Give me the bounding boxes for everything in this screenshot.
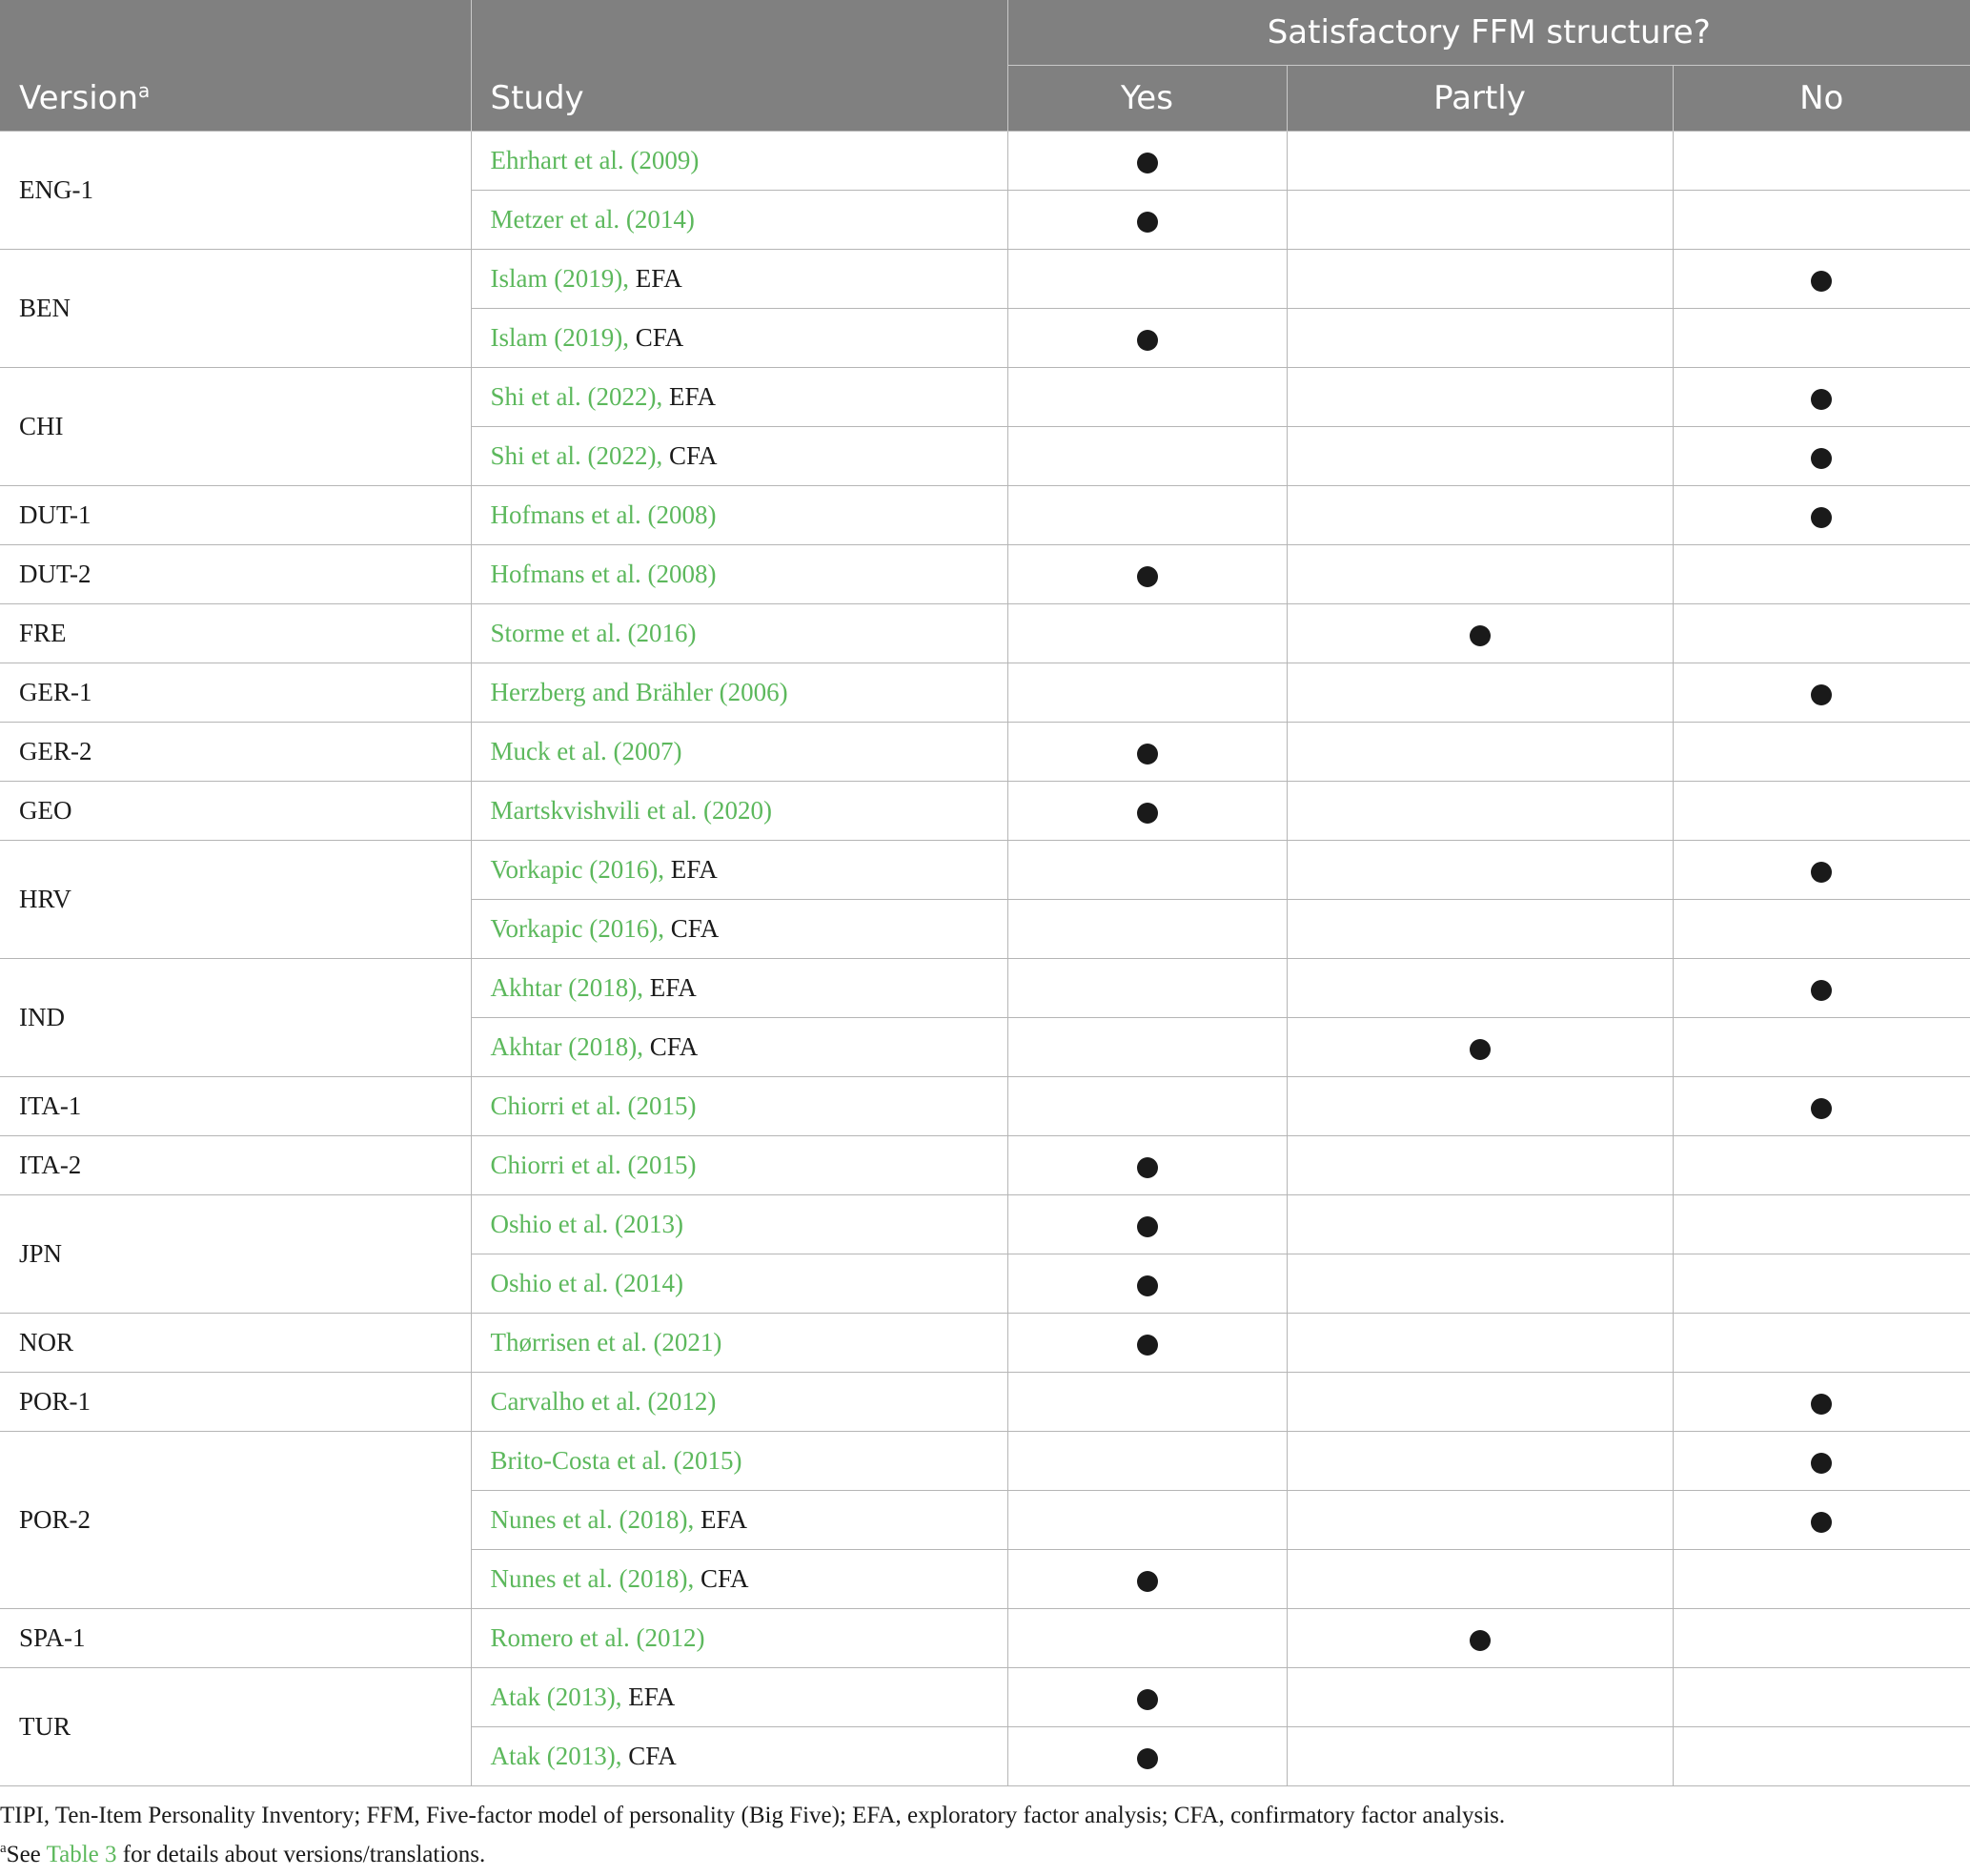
filled-circle-icon xyxy=(1811,980,1832,1001)
result-cell-no xyxy=(1673,250,1970,309)
result-cell-yes xyxy=(1007,309,1287,368)
result-cell-no xyxy=(1673,1373,1970,1432)
filled-circle-icon xyxy=(1811,271,1832,292)
filled-circle-icon xyxy=(1137,566,1158,587)
result-cell-no xyxy=(1673,427,1970,486)
result-cell-no xyxy=(1673,1195,1970,1254)
result-cell-yes xyxy=(1007,1373,1287,1432)
result-cell-no xyxy=(1673,1314,1970,1373)
study-citation-link[interactable]: Romero et al. (2012) xyxy=(490,1623,705,1652)
result-cell-no xyxy=(1673,1727,1970,1786)
filled-circle-icon xyxy=(1137,1275,1158,1296)
filled-circle-icon xyxy=(1470,1630,1491,1651)
study-cell xyxy=(471,1432,1007,1491)
version-cell: HRV xyxy=(0,841,471,959)
filled-circle-icon xyxy=(1137,330,1158,351)
result-cell-partly xyxy=(1287,486,1673,545)
result-cell-yes xyxy=(1007,1491,1287,1550)
result-cell-yes xyxy=(1007,959,1287,1018)
result-cell-partly xyxy=(1287,368,1673,427)
analysis-method: CFA xyxy=(649,1032,699,1061)
table-row xyxy=(0,1373,1970,1432)
result-cell-yes xyxy=(1007,723,1287,782)
analysis-method: CFA xyxy=(670,914,720,943)
study-cell xyxy=(471,191,1007,250)
study-cell xyxy=(471,1314,1007,1373)
result-cell-yes xyxy=(1007,663,1287,723)
result-cell-partly xyxy=(1287,545,1673,604)
result-cell-partly xyxy=(1287,1254,1673,1314)
result-cell-no xyxy=(1673,1136,1970,1195)
study-cell xyxy=(471,1136,1007,1195)
header-study: Study xyxy=(471,66,1007,132)
version-cell: JPN xyxy=(0,1195,471,1314)
result-cell-partly xyxy=(1287,959,1673,1018)
version-cell: FRE xyxy=(0,604,471,663)
study-citation-link[interactable]: Chiorri et al. (2015) xyxy=(490,1151,697,1179)
study-citation-link[interactable]: Brito-Costa et al. (2015) xyxy=(490,1446,742,1475)
analysis-method: EFA xyxy=(635,264,682,293)
result-cell-yes xyxy=(1007,1727,1287,1786)
result-cell-yes xyxy=(1007,1609,1287,1668)
result-cell-no xyxy=(1673,900,1970,959)
study-citation-link[interactable]: Islam (2019), xyxy=(490,264,629,293)
study-citation-link[interactable]: Vorkapic (2016), xyxy=(490,855,664,884)
table-header xyxy=(0,0,1970,132)
footnote-mark: a xyxy=(0,1841,7,1856)
result-cell-partly xyxy=(1287,1136,1673,1195)
result-cell-no xyxy=(1673,191,1970,250)
result-cell-yes xyxy=(1007,900,1287,959)
study-citation-link[interactable]: Nunes et al. (2018), xyxy=(490,1505,695,1534)
table-3-link[interactable]: Table 3 xyxy=(46,1842,117,1867)
study-cell xyxy=(471,1018,1007,1077)
result-cell-partly xyxy=(1287,1018,1673,1077)
study-cell xyxy=(471,900,1007,959)
filled-circle-icon xyxy=(1137,744,1158,765)
table-row xyxy=(0,1432,1970,1491)
study-cell xyxy=(471,250,1007,309)
result-cell-no xyxy=(1673,486,1970,545)
study-cell xyxy=(471,841,1007,900)
study-cell xyxy=(471,1727,1007,1786)
analysis-method: CFA xyxy=(635,323,684,352)
table-row xyxy=(0,486,1970,545)
result-cell-no xyxy=(1673,1018,1970,1077)
result-cell-no xyxy=(1673,1077,1970,1136)
header-empty-1 xyxy=(0,0,471,66)
filled-circle-icon xyxy=(1811,684,1832,705)
result-cell-yes xyxy=(1007,368,1287,427)
result-cell-partly xyxy=(1287,900,1673,959)
result-cell-partly xyxy=(1287,1077,1673,1136)
study-citation-link[interactable]: Chiorri et al. (2015) xyxy=(490,1091,697,1120)
table-row xyxy=(0,1136,1970,1195)
study-citation-link[interactable]: Vorkapic (2016), xyxy=(490,914,664,943)
result-cell-partly xyxy=(1287,1491,1673,1550)
table-body xyxy=(0,132,1970,1786)
result-cell-yes xyxy=(1007,191,1287,250)
filled-circle-icon xyxy=(1137,1748,1158,1769)
filled-circle-icon xyxy=(1811,862,1832,883)
version-cell: IND xyxy=(0,959,471,1077)
result-cell-no xyxy=(1673,1668,1970,1727)
header-version-footnote-mark: a xyxy=(138,78,151,102)
table-row xyxy=(0,545,1970,604)
study-cell xyxy=(471,1254,1007,1314)
version-cell: CHI xyxy=(0,368,471,486)
study-cell xyxy=(471,1550,1007,1609)
version-cell: GER-1 xyxy=(0,663,471,723)
result-cell-yes xyxy=(1007,1136,1287,1195)
version-cell: POR-1 xyxy=(0,1373,471,1432)
table-row xyxy=(0,782,1970,841)
result-cell-yes xyxy=(1007,1195,1287,1254)
header-version-label: Version xyxy=(19,78,139,117)
table-row xyxy=(0,250,1970,309)
result-cell-partly xyxy=(1287,191,1673,250)
table-row xyxy=(0,368,1970,427)
result-cell-partly xyxy=(1287,132,1673,191)
result-cell-yes xyxy=(1007,782,1287,841)
filled-circle-icon xyxy=(1470,625,1491,646)
result-cell-no xyxy=(1673,1254,1970,1314)
study-cell xyxy=(471,132,1007,191)
study-citation-link[interactable]: Shi et al. (2022), xyxy=(490,441,663,470)
footnote-pre: See xyxy=(6,1842,41,1867)
filled-circle-icon xyxy=(1811,1098,1832,1119)
result-cell-yes xyxy=(1007,250,1287,309)
study-citation-link[interactable]: Metzer et al. (2014) xyxy=(490,205,695,234)
filled-circle-icon xyxy=(1811,448,1832,469)
result-cell-no xyxy=(1673,1491,1970,1550)
version-cell: ENG-1 xyxy=(0,132,471,250)
header-yes: Yes xyxy=(1007,66,1287,132)
result-cell-partly xyxy=(1287,1195,1673,1254)
version-cell: SPA-1 xyxy=(0,1609,471,1668)
study-cell xyxy=(471,486,1007,545)
header-version xyxy=(0,66,471,132)
study-cell xyxy=(471,309,1007,368)
version-cell: ITA-2 xyxy=(0,1136,471,1195)
version-cell: DUT-1 xyxy=(0,486,471,545)
result-cell-no xyxy=(1673,1550,1970,1609)
study-citation-link[interactable]: Akhtar (2018), xyxy=(490,1032,643,1061)
study-cell xyxy=(471,368,1007,427)
version-cell: TUR xyxy=(0,1668,471,1786)
filled-circle-icon xyxy=(1137,1157,1158,1178)
abbreviations-note: TIPI, Ten-Item Personality Inventory; FFM, Five-factor model of personality (Big Five); EFA, exploratory factor analysis; CFA, confirmatory factor analysis. xyxy=(0,1803,1506,1828)
study-cell xyxy=(471,427,1007,486)
table-row xyxy=(0,132,1970,191)
analysis-method: EFA xyxy=(700,1505,747,1534)
filled-circle-icon xyxy=(1137,1335,1158,1356)
result-cell-yes xyxy=(1007,1668,1287,1727)
result-cell-no xyxy=(1673,723,1970,782)
result-cell-partly xyxy=(1287,723,1673,782)
filled-circle-icon xyxy=(1137,1571,1158,1592)
analysis-method: CFA xyxy=(700,1564,749,1593)
table-row xyxy=(0,1668,1970,1727)
result-cell-yes xyxy=(1007,1550,1287,1609)
analysis-method: CFA xyxy=(668,441,718,470)
study-cell xyxy=(471,1609,1007,1668)
result-cell-partly xyxy=(1287,604,1673,663)
table-row xyxy=(0,1195,1970,1254)
result-cell-no xyxy=(1673,604,1970,663)
table-row xyxy=(0,841,1970,900)
result-cell-yes xyxy=(1007,604,1287,663)
study-citation-link[interactable]: Herzberg and Brähler (2006) xyxy=(490,678,788,706)
version-cell: DUT-2 xyxy=(0,545,471,604)
filled-circle-icon xyxy=(1811,1453,1832,1474)
study-cell xyxy=(471,1668,1007,1727)
study-citation-link[interactable]: Oshio et al. (2013) xyxy=(490,1210,683,1238)
study-citation-link[interactable]: Islam (2019), xyxy=(490,323,629,352)
header-no: No xyxy=(1673,66,1970,132)
version-cell: ITA-1 xyxy=(0,1077,471,1136)
filled-circle-icon xyxy=(1811,507,1832,528)
table-row xyxy=(0,1314,1970,1373)
result-cell-yes xyxy=(1007,1018,1287,1077)
header-empty-2 xyxy=(471,0,1007,66)
study-citation-link[interactable]: Atak (2013), xyxy=(490,1682,622,1711)
result-cell-partly xyxy=(1287,427,1673,486)
result-cell-no xyxy=(1673,368,1970,427)
footnote-a xyxy=(0,1832,1970,1871)
study-citation-link[interactable]: Nunes et al. (2018), xyxy=(490,1564,695,1593)
study-cell xyxy=(471,604,1007,663)
study-citation-link[interactable]: Shi et al. (2022), xyxy=(490,382,663,411)
study-citation-link[interactable]: Thørrisen et al. (2021) xyxy=(490,1328,722,1356)
filled-circle-icon xyxy=(1811,389,1832,410)
version-cell: GEO xyxy=(0,782,471,841)
filled-circle-icon xyxy=(1137,212,1158,233)
analysis-method: EFA xyxy=(628,1682,676,1711)
header-group-label: Satisfactory FFM structure? xyxy=(1007,0,1970,66)
footnote-post: for details about versions/translations. xyxy=(122,1842,486,1867)
result-cell-partly xyxy=(1287,1314,1673,1373)
study-citation-link[interactable]: Carvalho et al. (2012) xyxy=(490,1387,717,1416)
analysis-method: EFA xyxy=(670,855,718,884)
filled-circle-icon xyxy=(1470,1039,1491,1060)
result-cell-partly xyxy=(1287,1373,1673,1432)
filled-circle-icon xyxy=(1137,153,1158,173)
result-cell-no xyxy=(1673,841,1970,900)
result-cell-yes xyxy=(1007,841,1287,900)
result-cell-yes xyxy=(1007,1432,1287,1491)
study-citation-link[interactable]: Hofmans et al. (2008) xyxy=(490,500,717,529)
analysis-method: EFA xyxy=(668,382,716,411)
version-cell: NOR xyxy=(0,1314,471,1373)
table-row xyxy=(0,723,1970,782)
version-cell: BEN xyxy=(0,250,471,368)
study-citation-link[interactable]: Martskvishvili et al. (2020) xyxy=(490,796,772,825)
result-cell-partly xyxy=(1287,841,1673,900)
filled-circle-icon xyxy=(1137,1689,1158,1710)
result-cell-no xyxy=(1673,1609,1970,1668)
result-cell-no xyxy=(1673,1432,1970,1491)
result-cell-no xyxy=(1673,663,1970,723)
study-cell xyxy=(471,663,1007,723)
analysis-method: EFA xyxy=(649,973,697,1002)
study-citation-link[interactable]: Oshio et al. (2014) xyxy=(490,1269,683,1297)
result-cell-no xyxy=(1673,959,1970,1018)
study-citation-link[interactable]: Ehrhart et al. (2009) xyxy=(490,146,700,174)
table-row xyxy=(0,959,1970,1018)
result-cell-no xyxy=(1673,782,1970,841)
study-cell xyxy=(471,959,1007,1018)
study-citation-link[interactable]: Storme et al. (2016) xyxy=(490,619,697,647)
filled-circle-icon xyxy=(1137,1216,1158,1237)
result-cell-partly xyxy=(1287,663,1673,723)
result-cell-yes xyxy=(1007,1254,1287,1314)
study-cell xyxy=(471,782,1007,841)
study-citation-link[interactable]: Akhtar (2018), xyxy=(490,973,643,1002)
study-citation-link[interactable]: Hofmans et al. (2008) xyxy=(490,560,717,588)
result-cell-partly xyxy=(1287,309,1673,368)
study-cell xyxy=(471,1491,1007,1550)
result-cell-no xyxy=(1673,545,1970,604)
result-cell-yes xyxy=(1007,427,1287,486)
result-cell-no xyxy=(1673,132,1970,191)
result-cell-partly xyxy=(1287,1609,1673,1668)
result-cell-partly xyxy=(1287,1550,1673,1609)
study-cell xyxy=(471,1373,1007,1432)
study-citation-link[interactable]: Muck et al. (2007) xyxy=(490,737,682,765)
filled-circle-icon xyxy=(1811,1512,1832,1533)
result-cell-partly xyxy=(1287,250,1673,309)
study-citation-link[interactable]: Atak (2013), xyxy=(490,1742,622,1770)
study-cell xyxy=(471,545,1007,604)
study-cell xyxy=(471,1077,1007,1136)
filled-circle-icon xyxy=(1811,1394,1832,1415)
version-cell: POR-2 xyxy=(0,1432,471,1609)
result-cell-partly xyxy=(1287,1432,1673,1491)
table-row xyxy=(0,604,1970,663)
result-cell-yes xyxy=(1007,545,1287,604)
result-cell-yes xyxy=(1007,132,1287,191)
study-cell xyxy=(471,723,1007,782)
result-cell-yes xyxy=(1007,486,1287,545)
result-cell-partly xyxy=(1287,1727,1673,1786)
result-cell-partly xyxy=(1287,1668,1673,1727)
table-row xyxy=(0,1609,1970,1668)
result-cell-partly xyxy=(1287,782,1673,841)
table-notes xyxy=(0,1800,1970,1871)
result-cell-yes xyxy=(1007,1314,1287,1373)
analysis-method: CFA xyxy=(628,1742,677,1770)
result-cell-yes xyxy=(1007,1077,1287,1136)
version-cell: GER-2 xyxy=(0,723,471,782)
study-cell xyxy=(471,1195,1007,1254)
table-row xyxy=(0,1077,1970,1136)
filled-circle-icon xyxy=(1137,803,1158,824)
table-row xyxy=(0,663,1970,723)
header-partly: Partly xyxy=(1287,66,1673,132)
result-cell-no xyxy=(1673,309,1970,368)
